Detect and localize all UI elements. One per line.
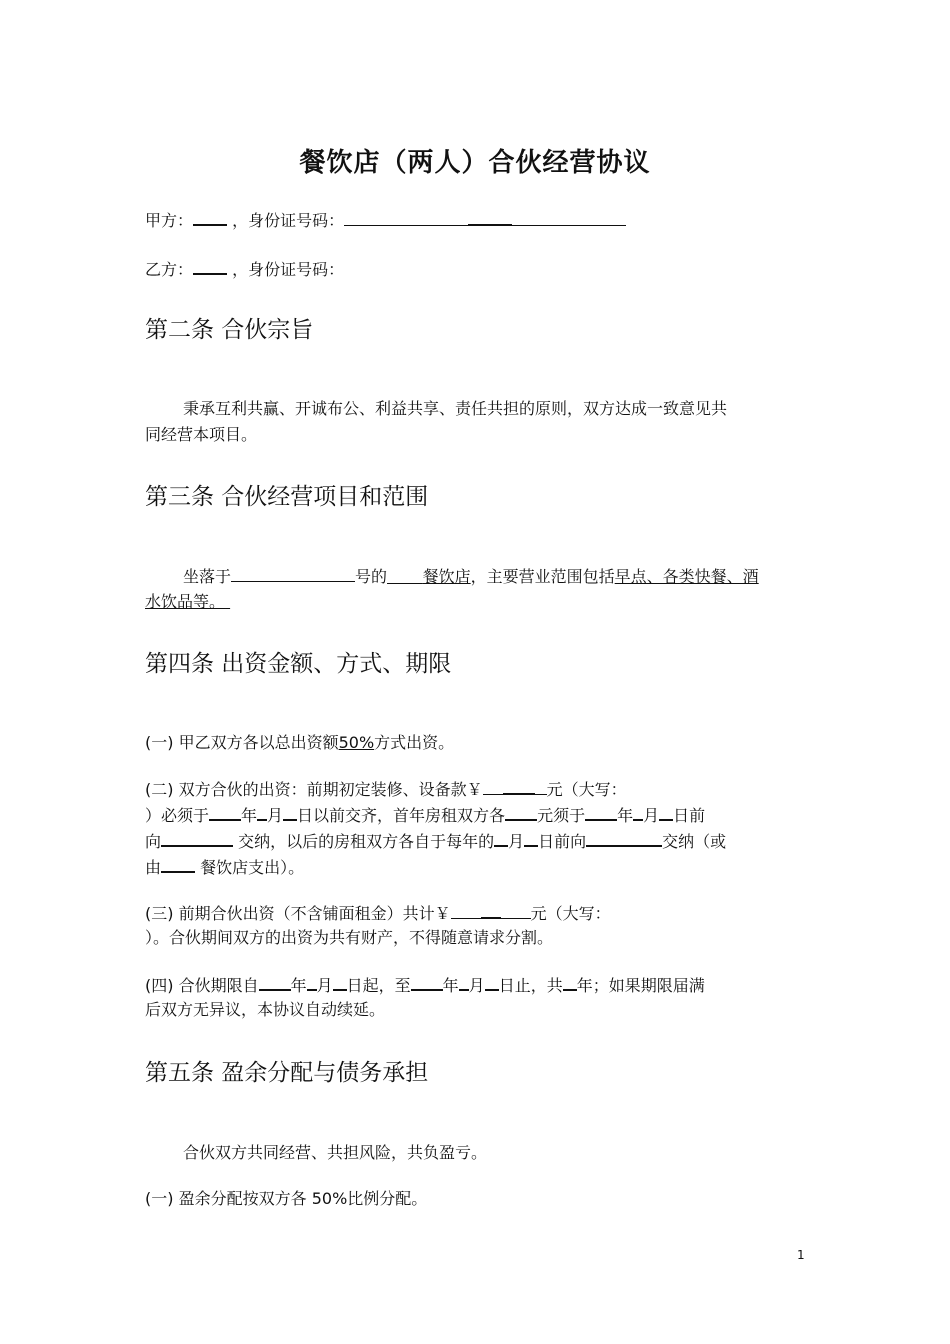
section-4-item-1: (一) 甲乙双方各以总出资额50%方式出资。: [145, 733, 455, 752]
section-4-item-3-line-2: ）。合伙期间双方的出资为共有财产，不得随意请求分割。: [145, 928, 554, 947]
equipment-amount-blank: [503, 775, 535, 795]
term-years-blank: [563, 971, 577, 991]
section-4-item-2-line-1: (二) 双方合伙的出资：前期初定装修、设备款￥ 元（大写：: [145, 775, 810, 803]
business-scope: 早点、各类快餐、酒: [614, 567, 759, 586]
section-5-heading: 第五条 盈余分配与债务承担: [145, 1060, 429, 1086]
section-3-heading: 第三条 合伙经营项目和范围: [145, 484, 429, 510]
section-2-body-line-1: 秉承互利共赢、开诚布公、利益共享、责任共担的原则，双方达成一致意见共: [183, 399, 728, 418]
section-5-item-1: (一) 盈余分配按双方各 50%比例分配。: [145, 1189, 428, 1208]
section-4-item-2-line-4: 由 餐饮店支出）。: [145, 853, 810, 881]
party-b-line: 乙方： ，身份证号码：: [145, 255, 810, 283]
section-4-item-4-line-1: (四) 合伙期限自 年 月 日起，至 年 月 日止，共 年；如果期限届满: [145, 971, 810, 999]
section-4-item-4-line-2: 后双方无异议，本协议自动续延。: [145, 1000, 386, 1019]
first-year-rent-blank: [505, 801, 537, 821]
section-5-body: 合伙双方共同经营、共担风险，共负盈亏。: [183, 1143, 488, 1162]
section-4-item-2-line-3: 向 交纳，以后的房租双方各自于每年的 月 日前向 交纳（或: [145, 827, 810, 855]
party-a-id-blank: [344, 207, 468, 226]
section-3-body-line-1: 坐落于 号的 餐饮店，主要营业范围包括早点、各类快餐、酒: [145, 563, 848, 590]
initial-investment-blank: [481, 899, 501, 919]
section-4-heading: 第四条 出资金额、方式、期限: [145, 651, 452, 677]
document-title: 餐饮店（两人）合伙经营协议: [299, 148, 651, 178]
party-a-name-blank: [193, 206, 227, 226]
section-2-body-line-2: 同经营本项目。: [145, 425, 258, 444]
party-a-line: 甲方： ，身份证号码：: [145, 206, 810, 234]
payee-blank: [161, 827, 233, 847]
page-number: 1: [797, 1248, 805, 1262]
section-4-item-2-line-2: ）必须于 年 月 日以前交齐，首年房租双方各 元须于 年 月 日前: [145, 801, 810, 829]
section-3-body-line-2: 水饮品等。: [145, 592, 226, 611]
section-4-item-3-line-1: (三) 前期合伙出资（不含铺面租金）共计￥ 元（大写：: [145, 899, 810, 927]
party-b-name-blank: [193, 255, 227, 275]
location-blank: [231, 563, 355, 582]
section-2-heading: 第二条 合伙宗旨: [145, 317, 314, 343]
